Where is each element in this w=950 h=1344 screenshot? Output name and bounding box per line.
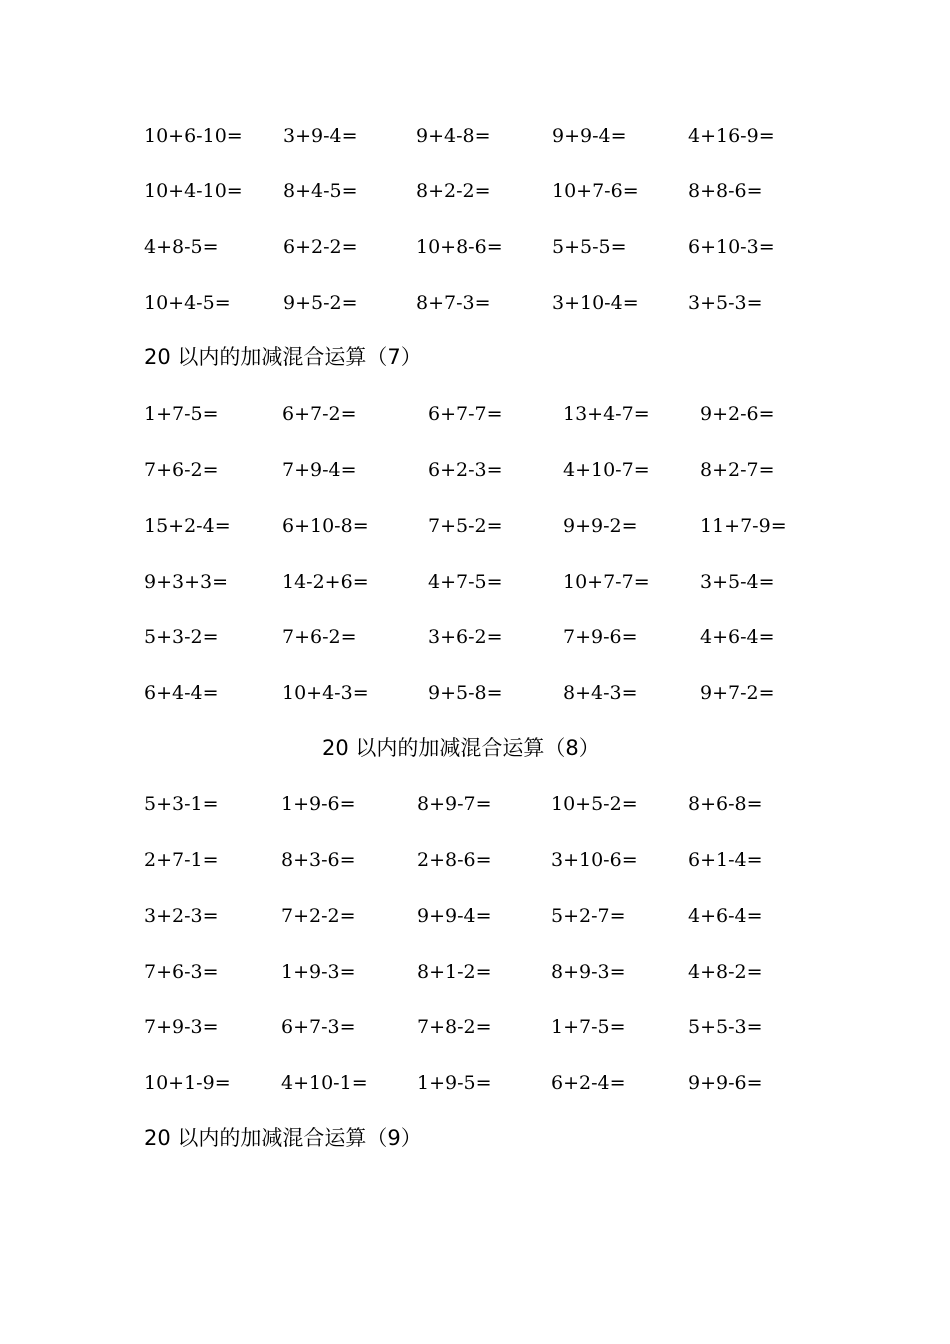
problem: 8+6-8=	[688, 793, 763, 815]
problem: 3+2-3=	[144, 905, 219, 927]
problem: 7+6-2=	[282, 626, 357, 648]
problem: 7+8-2=	[417, 1016, 492, 1038]
problem: 6+7-3=	[281, 1016, 356, 1038]
problem: 2+7-1=	[144, 849, 219, 871]
problem: 6+1-4=	[688, 849, 763, 871]
problem: 6+7-7=	[428, 403, 503, 425]
problem: 4+10-1=	[281, 1072, 368, 1094]
problem: 8+9-7=	[417, 793, 492, 815]
problem: 9+9-4=	[417, 905, 492, 927]
problem-row	[0, 1012, 950, 1042]
problem: 8+4-5=	[283, 180, 358, 202]
problem: 1+7-5=	[144, 403, 219, 425]
problem: 13+4-7=	[563, 403, 650, 425]
problem: 4+8-5=	[144, 236, 219, 258]
problem: 9+5-2=	[283, 292, 358, 314]
problem: 7+6-3=	[144, 961, 219, 983]
problem: 9+9-2=	[563, 515, 638, 537]
problem: 8+3-6=	[281, 849, 356, 871]
section-title: 20 以内的加减混合运算（9）	[144, 1126, 422, 1150]
problem: 8+9-3=	[551, 961, 626, 983]
problem: 14-2+6=	[282, 571, 369, 593]
problem-row	[0, 845, 950, 875]
problem: 7+9-4=	[282, 459, 357, 481]
problem: 4+6-4=	[688, 905, 763, 927]
problem: 4+10-7=	[563, 459, 650, 481]
problem-row	[0, 121, 950, 151]
problem-row	[0, 288, 950, 318]
problem: 10+8-6=	[416, 236, 503, 258]
problem-row	[0, 622, 950, 652]
problem: 3+10-4=	[552, 292, 639, 314]
problem: 3+9-4=	[283, 125, 358, 147]
problem: 6+10-3=	[688, 236, 775, 258]
problem-row	[0, 1068, 950, 1098]
problem: 3+5-4=	[700, 571, 775, 593]
problem: 1+9-6=	[281, 793, 356, 815]
problem: 5+3-1=	[144, 793, 219, 815]
problem: 1+9-3=	[281, 961, 356, 983]
problem: 6+4-4=	[144, 682, 219, 704]
problem: 8+2-7=	[700, 459, 775, 481]
problem-row	[0, 176, 950, 206]
problem: 15+2-4=	[144, 515, 231, 537]
problem: 11+7-9=	[700, 515, 787, 537]
problem: 5+5-5=	[552, 236, 627, 258]
problem: 10+7-7=	[563, 571, 650, 593]
problem-row	[0, 789, 950, 819]
problem: 8+7-3=	[416, 292, 491, 314]
problem: 4+8-2=	[688, 961, 763, 983]
problem: 7+9-3=	[144, 1016, 219, 1038]
problem: 8+2-2=	[416, 180, 491, 202]
section-title: 20 以内的加减混合运算（7）	[144, 345, 422, 369]
problem: 1+7-5=	[551, 1016, 626, 1038]
problem: 7+6-2=	[144, 459, 219, 481]
problem: 9+4-8=	[416, 125, 491, 147]
problem: 6+2-3=	[428, 459, 503, 481]
problem: 10+6-10=	[144, 125, 243, 147]
problem: 10+5-2=	[551, 793, 638, 815]
problem-row	[0, 511, 950, 541]
problem: 9+9-4=	[552, 125, 627, 147]
problem: 8+8-6=	[688, 180, 763, 202]
problem: 9+7-2=	[700, 682, 775, 704]
problem: 4+6-4=	[700, 626, 775, 648]
problem: 9+5-8=	[428, 682, 503, 704]
problem: 6+2-4=	[551, 1072, 626, 1094]
problem: 5+3-2=	[144, 626, 219, 648]
problem: 7+2-2=	[281, 905, 356, 927]
problem-row	[0, 232, 950, 262]
problem: 7+5-2=	[428, 515, 503, 537]
problem: 7+9-6=	[563, 626, 638, 648]
problem-row	[0, 567, 950, 597]
problem: 9+9-6=	[688, 1072, 763, 1094]
problem: 8+4-3=	[563, 682, 638, 704]
problem: 6+7-2=	[282, 403, 357, 425]
problem: 6+2-2=	[283, 236, 358, 258]
problem: 10+4-5=	[144, 292, 231, 314]
problem: 4+16-9=	[688, 125, 775, 147]
problem: 2+8-6=	[417, 849, 492, 871]
problem: 10+1-9=	[144, 1072, 231, 1094]
problem: 9+2-6=	[700, 403, 775, 425]
problem-row	[0, 957, 950, 987]
problem: 3+6-2=	[428, 626, 503, 648]
problem: 3+10-6=	[551, 849, 638, 871]
problem: 8+1-2=	[417, 961, 492, 983]
problem: 1+9-5=	[417, 1072, 492, 1094]
problem: 4+7-5=	[428, 571, 503, 593]
problem-row	[0, 901, 950, 931]
problem: 10+4-10=	[144, 180, 243, 202]
problem-row	[0, 455, 950, 485]
section-title: 20 以内的加减混合运算（8）	[322, 736, 600, 760]
problem: 5+5-3=	[688, 1016, 763, 1038]
problem: 5+2-7=	[551, 905, 626, 927]
problem-row	[0, 399, 950, 429]
problem: 9+3+3=	[144, 571, 229, 593]
problem: 10+4-3=	[282, 682, 369, 704]
problem: 6+10-8=	[282, 515, 369, 537]
problem-row	[0, 678, 950, 708]
problem: 3+5-3=	[688, 292, 763, 314]
problem: 10+7-6=	[552, 180, 639, 202]
